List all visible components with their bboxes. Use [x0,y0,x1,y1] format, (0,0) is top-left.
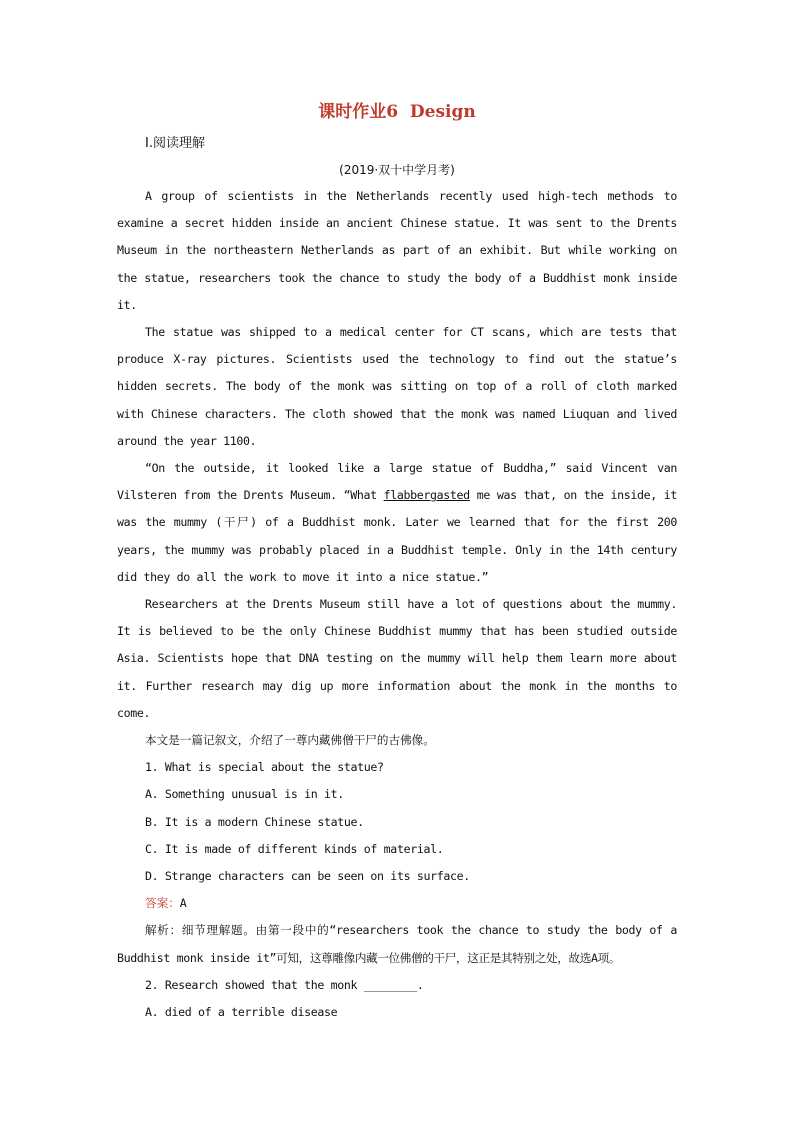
question-1-option-c: C. It is made of different kinds of material. [145,841,444,856]
passage-paragraph-3 [117,455,677,591]
question-1-option-b: B. It is a modern Chinese statue. [145,814,364,829]
question-2-option-a: A. died of a terrible disease [145,1005,338,1020]
question-1-option-a: A. Something unusual is in it. [145,787,344,802]
passage-paragraph-1: A group of scientists in the Netherlands recently used high-tech methods to examine a secret hidden inside an ancient Chinese statue. It was sent to the Drents Museum in the northeastern Netherlands as part of an exhibit. But while working on the statue, researchers took the chance to study the body of a Buddhist monk inside it. [117,189,677,312]
passage-paragraph-4: Researchers at the Drents Museum still have a lot of questions about the mummy. It is believed to be the only Chinese Buddhist mummy that has been studied outside Asia. Scientists hope that DNA testing on the mummy will help them learn more about it. Further research may dig up more information about the monk in the months to come. [117,597,677,720]
summary: 本文是一篇记叙文，介绍了一尊内藏佛僧干尸的古佛像。 [145,733,435,748]
question-2-stem: 2. Research showed that the monk ________. [145,977,424,992]
question-1-answer [117,890,677,917]
quote-part-2: me was that, on the inside, it was the mummy (干尸) of a Buddhist monk. Later we learned that for the first 200 years, the mummy was probably placed in a Buddhist temple. Only in the 14th century did they do all the work to move it into a nice statue.” [117,488,678,584]
passage-paragraph-2: The statue was shipped to a medical center for CT scans, which are tests that produce X-ray pictures. Scientists used the technology to find out the statue’s hidden secrets. The body of the monk was sitting on top of a roll of cloth marked with Chinese characters. The cloth showed that the monk was named Liuquan and lived around the year 1100. [117,325,677,448]
answer-label: 答案： [145,896,180,911]
source-note: (2019·双十中学月考) [339,163,455,177]
question-1-analysis: 解析：细节理解题。由第一段中的“researchers took the chance to study the body of a Buddhist monk inside it”可知，这尊雕像内藏一位佛僧的干尸，这正是其特别之处，故选A项。 [117,923,677,965]
underlined-word: flabbergasted [383,488,470,503]
section-heading: Ⅰ.阅读理解 [145,136,205,151]
page-title: 课时作业6 Design [318,102,476,122]
answer-value: A [179,896,187,911]
question-1-option-d: D. Strange characters can be seen on its surface. [145,869,470,884]
document-body [117,183,677,1026]
question-1-stem: 1. What is special about the statue? [145,760,384,775]
quote-part-1: “On the outside, it looked like a large statue of Buddha,” said Vincent van Vilsteren from the Drents Museum. “What [117,461,677,503]
